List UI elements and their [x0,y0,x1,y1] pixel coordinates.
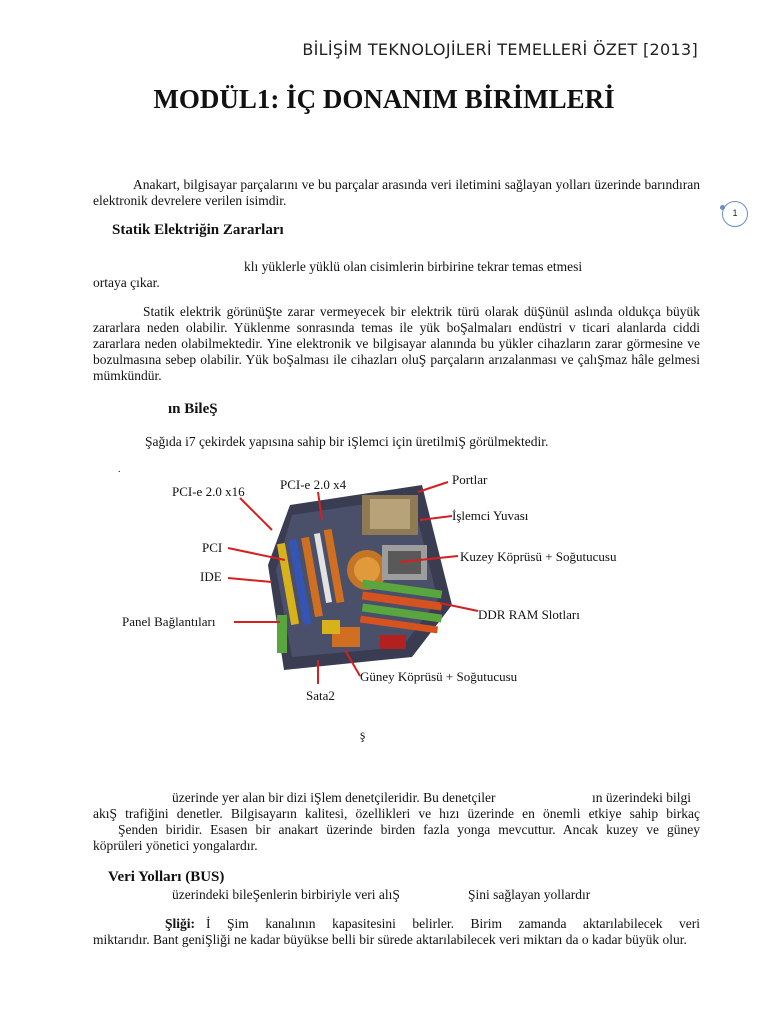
components-paragraph: Şağıda i7 çekirdek yapısına sahip bir iŞlemci için üretilmiŞ görülmektedir. [145,434,549,449]
document-header: BİLİŞİM TEKNOLOJİLERİ TEMELLERİ ÖZET [2013] [302,40,698,59]
chipset-line4: köprüleri yönetici yongalardır. [93,838,258,853]
chipset-line1-b: ın üzerindeki bilgi [592,790,691,805]
page-title: MODÜL1: İÇ DONANIM BİRİMLERİ [153,84,615,114]
chipset-line2: akıŞ trafiğini denetler. Bilgisayarın kalitesi, özellikleri ve hızı üzerinde en önemli etkiye sahip birkaç [93,806,700,821]
intro-paragraph: Anakart, bilgisayar parçalarını ve bu parçalar arasında veri iletimini sağlayan yolları üzerinde barındıran elektronik devrelere verilen isimdir. [93,177,700,208]
bandwidth-term: Şliği: [165,916,196,931]
label-pci: PCI [202,540,223,555]
comment-marker[interactable]: 1 [722,201,748,227]
label-ide: IDE [200,569,222,584]
small-mark: . [118,464,121,475]
section-heading-static: Statik Elektriğin Zararları [112,222,284,238]
label-sata: Sata2 [306,688,335,703]
label-pcie16: PCI-e 2.0 x16 [172,484,245,499]
label-ddr: DDR RAM Slotları [478,607,580,622]
label-islemci: İşlemci Yuvası [452,508,529,523]
label-portlar: Portlar [452,472,488,487]
bandwidth-line2: miktarıdır. Bant geniŞliği ne kadar büyükse belli bir sürede aktarılabilecek veri miktarı da o kadar büyük olur. [93,932,687,947]
chipset-line1-a: üzerinde yer alan bir dizi iŞlem denetçileridir. Bu denetçiler [172,790,496,805]
section-heading-components: ın BileŞ [168,401,218,417]
static-paragraph-2: Statik elektrik görünüŞte zarar vermeyecek bir elektrik türü olarak düŞünül aslında oldukça büyük zararlara neden olabilir. Yüklenme sonrasında temas ile yük boŞalmaları endüstri v ticari alanlarda ciddi zararlara neden olabilmektedir. Yine elektronik ve bilgisayar alanında bu yükler cihazların zarar görmesine ve bozulmasına sebep olabilir. Yük boŞalması ile cihazları oluŞ parçaların arızalanması ve çalıŞmaz hâle gelmesi mümkündür. [93,304,700,383]
label-panel: Panel Bağlantıları [122,614,216,629]
chipset-line3: Şenden biridir. Esasen bir anakart üzerinde birden fazla yonga mevcuttur. Ancak kuzey ve güney [118,822,700,837]
label-guney: Güney Köprüsü + Soğutucusu [360,669,518,684]
bandwidth-line1: İ Şim kanalının kapasitesini belirler. Birim zamanda aktarılabilecek veri [206,916,700,931]
bus-line-a: üzerindeki bileŞenlerin birbiriyle veri alıŞ [172,887,400,902]
label-pcie4: PCI-e 2.0 x4 [280,477,347,492]
static-para-line1: klı yüklerle yüklü olan cisimlerin birbirine tekrar temas etmesi [244,259,583,274]
bus-line-b: Şini sağlayan yollardır [468,887,591,902]
diagram-caption: ş [360,727,366,742]
static-para-line2: ortaya çıkar. [93,275,160,290]
label-kuzey: Kuzey Köprüsü + Soğutucusu [460,549,617,564]
section-heading-bus: Veri Yolları (BUS) [108,869,225,885]
